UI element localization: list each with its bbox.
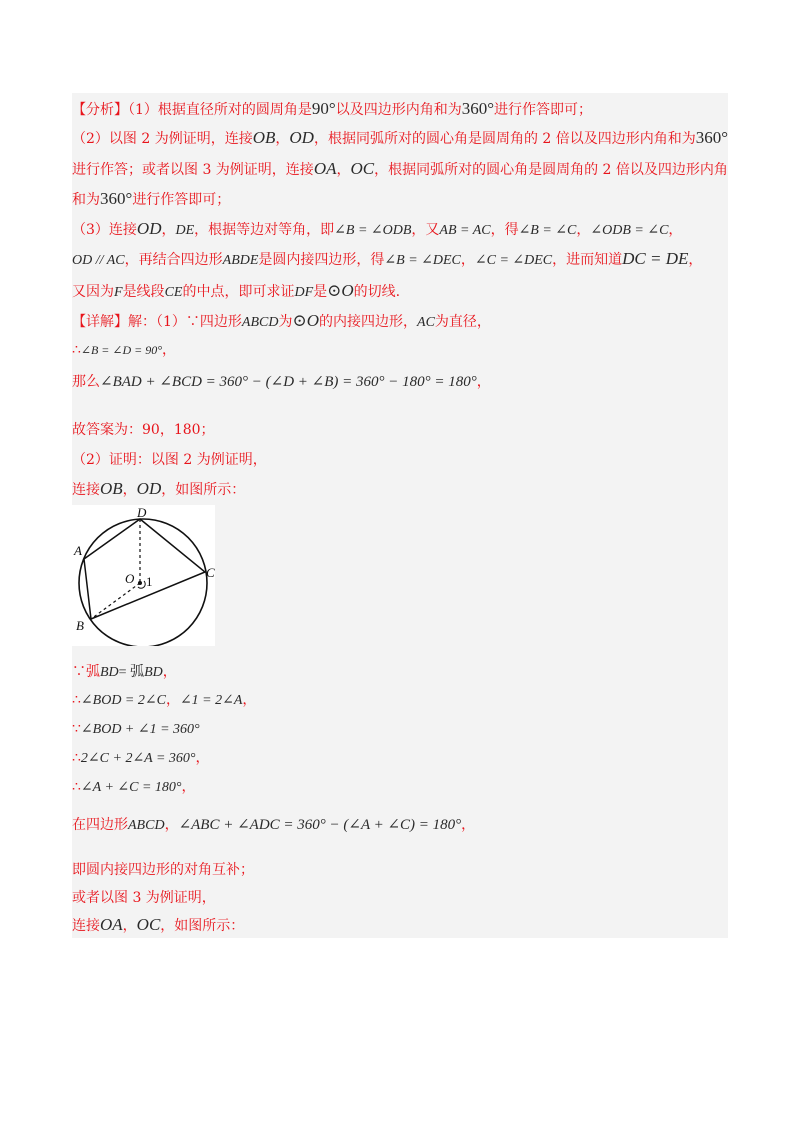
label-o: O [125,571,135,586]
detail-line-3: 那么∠BAD + ∠BCD = 360° − (∠D + ∠B) = 360° − 180° = 180°， [72,374,491,390]
analysis-line-6: OD // AC，再结合四边形ABDE是圆内接四边形，得∠B = ∠DEC，∠C = ∠DEC，进而知道DC = DE， [72,249,703,268]
proof-line-3: ∵∠BOD + ∠1 = 360° [72,721,200,737]
analysis-line-5: （3）连接OD，DE，根据等边对等角，即∠B = ∠ODB，又AB = AC，得∠B = ∠C，∠ODB = ∠C， [72,219,683,238]
analysis-line-3: 进行作答；或者以图 3 为例证明，连接OA，OC，根据同弧所对的圆心角是圆周角的 2 倍以及四边形内角 [72,159,728,178]
detail-tag: 【详解】 [72,314,128,330]
proof-line-1: ∵弧BD= 弧BD， [72,664,177,680]
analysis-line-4: 和为360°进行作答即可； [72,189,231,208]
proof-line-7: 即圆内接四边形的对角互补； [72,862,254,878]
proof-line-9: 连接OA，OC，如图所示： [72,915,245,934]
circle-o [79,519,207,646]
analysis-tag: 【分析】 [72,102,128,118]
segment-ob [91,583,140,619]
label-b: B [76,618,84,633]
proof-line-4: ∴2∠C + 2∠A = 360°， [72,750,210,766]
label-a: A [74,543,82,558]
label-d: D [137,505,147,520]
detail-line-4: 故答案为：90，180； [72,422,215,438]
analysis-line-7: 又因为F是线段CE的中点，即可求证DF是⊙O的切线. [72,281,401,300]
detail-line-5: （2）证明：以图 2 为例证明， [72,452,267,468]
proof-line-8: 或者以图 3 为例证明， [72,890,216,906]
figure-drawing [72,505,215,646]
analysis-line-1: 【分析】（1）根据直径所对的圆周角是90°以及四边形内角和为360°进行作答即可； [72,99,593,118]
detail-line-1: 【详解】解：（1）∵四边形ABCD为⊙O的内接四边形，AC为直径， [72,311,491,330]
center-point [138,581,142,585]
circle-figure [72,505,215,646]
analysis-line-2: （2）以图 2 为例证明，连接OB，OD，根据同弧所对的圆心角是圆周角的 2 倍以及四边形内角和为360° [72,128,729,147]
proof-line-6: 在四边形ABCD，∠ABC + ∠ADC = 360° − (∠A + ∠C) = 180°， [72,817,476,833]
label-1: 1 [146,574,153,589]
detail-line-2: ∴∠B = ∠D = 90°， [72,342,177,358]
label-c: C [206,565,215,580]
detail-line-6: 连接OB，OD，如图所示： [72,479,246,498]
proof-line-2: ∴∠BOD = 2∠C，∠1 = 2∠A， [72,692,257,708]
proof-line-5: ∴∠A + ∠C = 180°， [72,779,196,795]
